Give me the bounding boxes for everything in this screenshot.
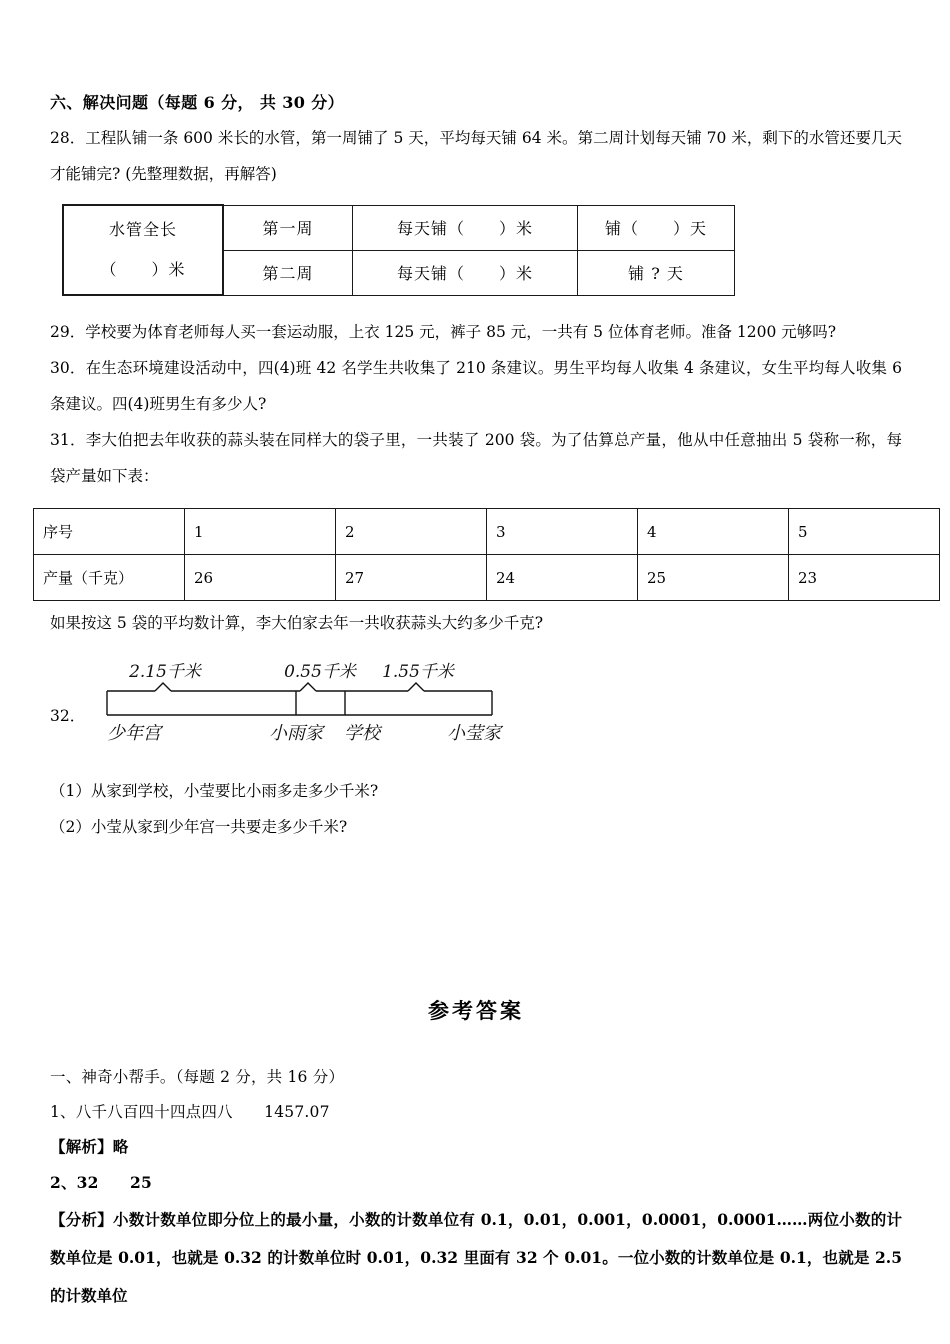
point-label-youth-palace: 少年宫 — [107, 723, 161, 744]
brace-peak-2 — [300, 683, 316, 691]
segment-label-3: 1.55千米 — [382, 662, 454, 682]
brace-peak-1 — [155, 683, 171, 691]
cell-index-2: 2 — [336, 509, 487, 555]
answer-key-title: 参考答案 — [428, 998, 524, 1023]
answer-item-2: 2、32 25 — [50, 1173, 153, 1192]
cell-yield-3: 24 — [487, 555, 638, 601]
question-31-text: 李大伯把去年收获的蒜头装在同样大的袋子里，一共装了 200 袋。为了估算总产量，他从中任意抽出 5 袋称一称，每袋产量如下表： — [50, 431, 902, 485]
question-32-sub-2: （2）小莹从家到少年宫一共要走多少千米? — [50, 818, 348, 836]
point-label-xiaoying-home: 小莹家 — [447, 723, 501, 744]
cell-week-2-days: 铺 ? 天 — [578, 250, 735, 295]
question-28-text: 工程队铺一条 600 米长的水管，第一周铺了 5 天，平均每天铺 64 米。第二周计划每天铺 70 米，剩下的水管还要几天才能铺完? (先整理数据，再解答) — [50, 129, 902, 183]
cell-index-3: 3 — [487, 509, 638, 555]
cell-index-5: 5 — [789, 509, 940, 555]
segment-label-1: 2.15千米 — [129, 662, 201, 682]
cell-week-2-rate: 每天铺（ ）米 — [353, 250, 578, 295]
question-31-table — [33, 508, 940, 601]
table-row — [63, 205, 735, 250]
question-28-number: 28． — [50, 129, 86, 147]
brace-peak-3 — [408, 683, 424, 691]
cell-index-4: 4 — [638, 509, 789, 555]
page-spacer — [50, 845, 902, 995]
cell-yield-5: 23 — [789, 555, 940, 601]
cell-index-1: 1 — [185, 509, 336, 555]
question-32-number: 32． — [50, 707, 86, 725]
answer-analysis-1: 【解析】略 — [50, 1137, 129, 1156]
question-30-number: 30． — [50, 359, 86, 377]
cell-week-1-days: 铺（ ）天 — [578, 205, 735, 250]
distance-line-diagram-svg — [50, 657, 530, 749]
question-31-number: 31． — [50, 431, 86, 449]
cell-week-1-rate: 每天铺（ ）米 — [353, 205, 578, 250]
pipe-total-blank: （ ）米 — [100, 260, 186, 279]
cell-yield-2: 27 — [336, 555, 487, 601]
row-header-yield: 产量（千克） — [34, 555, 185, 601]
point-label-school: 学校 — [344, 723, 380, 744]
table-row — [34, 509, 940, 555]
point-label-xiaoyu-home: 小雨家 — [269, 723, 323, 744]
answer-analysis-2: 【分析】小数计数单位即分位上的最小量，小数的计数单位有 0.1，0.01，0.001，0.0001，0.0001……两位小数的计数单位是 0.01，也就是 0.32 的计数单位时 0.01，0.32 里面有 32 个 0.01。一位小数的计数单位是 0.1，也就是 2.5 的计数单位 — [50, 1210, 902, 1305]
cell-yield-4: 25 — [638, 555, 789, 601]
question-32-diagram — [50, 657, 902, 749]
question-28 — [50, 120, 902, 192]
question-30 — [50, 350, 902, 422]
cell-week-2: 第二周 — [223, 250, 353, 295]
question-28-table — [62, 204, 735, 296]
segment-label-2: 0.55千米 — [284, 662, 356, 682]
table-row — [34, 555, 940, 601]
question-30-text: 在生态环境建设活动中，四(4)班 42 名学生共收集了 210 条建议。男生平均每人收集 4 条建议，女生平均每人收集 6 条建议。四(4)班男生有多少人? — [50, 359, 902, 413]
question-29-text: 学校要为体育老师每人买一套运动服，上衣 125 元，裤子 85 元，一共有 5 位体育老师。准备 1200 元够吗? — [85, 323, 837, 341]
cell-week-1: 第一周 — [223, 205, 353, 250]
page-content — [43, 86, 902, 1315]
question-31-followup: 如果按这 5 袋的平均数计算，李大伯家去年一共收获蒜头大约多少千克? — [50, 614, 544, 632]
question-29-number: 29． — [50, 323, 86, 341]
question-32-sub-1: （1）从家到学校，小莹要比小雨多走多少千米? — [50, 782, 379, 800]
answer-section-1-heading: 一、神奇小帮手。（每题 2 分，共 16 分） — [50, 1068, 345, 1086]
cell-pipe-total-length — [63, 205, 223, 295]
question-31 — [50, 422, 902, 494]
answer-item-1: 1、八千八百四十四点四八 1457.07 — [50, 1103, 330, 1121]
row-header-index: 序号 — [34, 509, 185, 555]
question-29 — [50, 314, 902, 350]
section-heading: 六、解决问题（每题 6 分， 共 30 分） — [50, 93, 345, 112]
pipe-total-label: 水管全长 — [108, 220, 177, 239]
cell-yield-1: 26 — [185, 555, 336, 601]
